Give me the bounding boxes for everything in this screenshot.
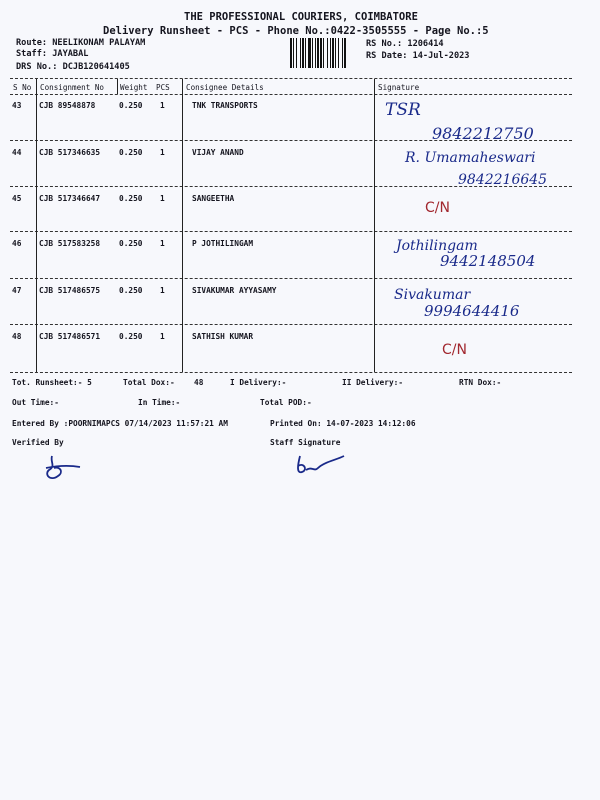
total-dox-label: Total Dox:- — [123, 378, 175, 387]
i-delivery: I Delivery:- — [230, 378, 287, 387]
rtn-dox: RTN Dox:- — [459, 378, 502, 387]
col-header-consignment: Consignment No — [40, 83, 105, 92]
row-consignee: P JOTHILINGAM — [192, 239, 254, 248]
table-header-rule — [10, 94, 572, 95]
row-sno: 46 — [12, 239, 22, 248]
handwritten-signature: Jothilingam — [396, 238, 478, 254]
row-weight: 0.250 — [119, 148, 143, 157]
out-time: Out Time:- — [12, 398, 59, 407]
company-name: THE PROFESSIONAL COURIERS, COIMBATORE — [184, 11, 418, 23]
staff-signature-label: Staff Signature — [270, 438, 341, 447]
row-divider — [10, 324, 572, 325]
row-divider — [10, 231, 572, 232]
col-header-weight: Weight — [120, 83, 148, 92]
handwritten-phone: 9442148504 — [440, 252, 536, 270]
col-header-pcs: PCS — [156, 83, 170, 92]
table-top-rule — [10, 78, 572, 79]
row-pcs: 1 — [160, 148, 165, 157]
row-consignment: CJB 89548878 — [39, 101, 96, 110]
row-consignee: SIVAKUMAR AYYASAMY — [192, 286, 277, 295]
total-dox-value: 48 — [194, 378, 204, 387]
row-weight: 0.250 — [119, 332, 143, 341]
col-header-sno: S No — [13, 83, 32, 92]
handwritten-signature: TSR — [385, 100, 421, 120]
row-sno: 48 — [12, 332, 22, 341]
column-separator — [36, 79, 37, 372]
staff: Staff: JAYABAL — [16, 49, 89, 59]
handwritten-cn-mark: C/N — [425, 200, 450, 216]
row-consignee: VIJAY ANAND — [192, 148, 244, 157]
barcode-image — [290, 38, 362, 68]
row-consignment: CJB 517583258 — [39, 239, 101, 248]
column-separator — [182, 79, 183, 372]
column-separator — [374, 79, 375, 372]
entered-by: Entered By :POORNIMAPCS 07/14/2023 11:57:21 AM — [12, 419, 228, 428]
total-runsheet: Tot. Runsheet:- 5 — [12, 378, 92, 387]
handwritten-signature: R. Umamaheswari — [405, 150, 536, 166]
verified-by-label: Verified By — [12, 438, 64, 447]
handwritten-cn-mark: C/N — [442, 342, 467, 358]
row-weight: 0.250 — [119, 239, 143, 248]
row-pcs: 1 — [160, 239, 165, 248]
verifier-signature-mark — [40, 452, 90, 484]
drs-number: DRS No.: DCJB120641405 — [16, 62, 130, 72]
handwritten-phone: 9842216645 — [458, 172, 548, 188]
runsheet-subtitle: Delivery Runsheet - PCS - Phone No.:0422-3505555 - Page No.:5 — [103, 25, 489, 37]
table-bottom-rule — [10, 372, 572, 373]
row-sno: 44 — [12, 148, 22, 157]
rs-date: RS Date: 14-Jul-2023 — [366, 51, 470, 61]
row-pcs: 1 — [160, 286, 165, 295]
row-sno: 47 — [12, 286, 22, 295]
col-header-consignee: Consignee Details — [186, 83, 264, 92]
handwritten-phone: 9842212750 — [432, 124, 534, 143]
total-pod: Total POD:- — [260, 398, 312, 407]
row-pcs: 1 — [160, 194, 165, 203]
row-divider — [10, 278, 572, 279]
handwritten-phone: 9994644416 — [424, 302, 520, 320]
row-pcs: 1 — [160, 332, 165, 341]
row-consignee: TNK TRANSPORTS — [192, 101, 258, 110]
row-weight: 0.250 — [119, 101, 143, 110]
row-consignment: CJB 517346635 — [39, 148, 101, 157]
row-sno: 45 — [12, 194, 22, 203]
route: Route: NEELIKONAM PALAYAM — [16, 38, 146, 48]
row-sno: 43 — [12, 101, 22, 110]
row-consignment: CJB 517486571 — [39, 332, 101, 341]
staff-signature-mark — [292, 452, 352, 480]
handwritten-signature: Sivakumar — [394, 287, 471, 303]
ii-delivery: II Delivery:- — [342, 378, 404, 387]
row-weight: 0.250 — [119, 286, 143, 295]
rs-number: RS No.: 1206414 — [366, 39, 444, 49]
row-pcs: 1 — [160, 101, 165, 110]
col-header-signature: Signature — [378, 83, 420, 92]
row-consignee: SANGEETHA — [192, 194, 235, 203]
row-weight: 0.250 — [119, 194, 143, 203]
in-time: In Time:- — [138, 398, 181, 407]
row-consignment: CJB 517346647 — [39, 194, 101, 203]
row-consignment: CJB 517486575 — [39, 286, 101, 295]
column-separator — [117, 79, 118, 94]
printed-on: Printed On: 14-07-2023 14:12:06 — [270, 419, 416, 428]
row-consignee: SATHISH KUMAR — [192, 332, 254, 341]
